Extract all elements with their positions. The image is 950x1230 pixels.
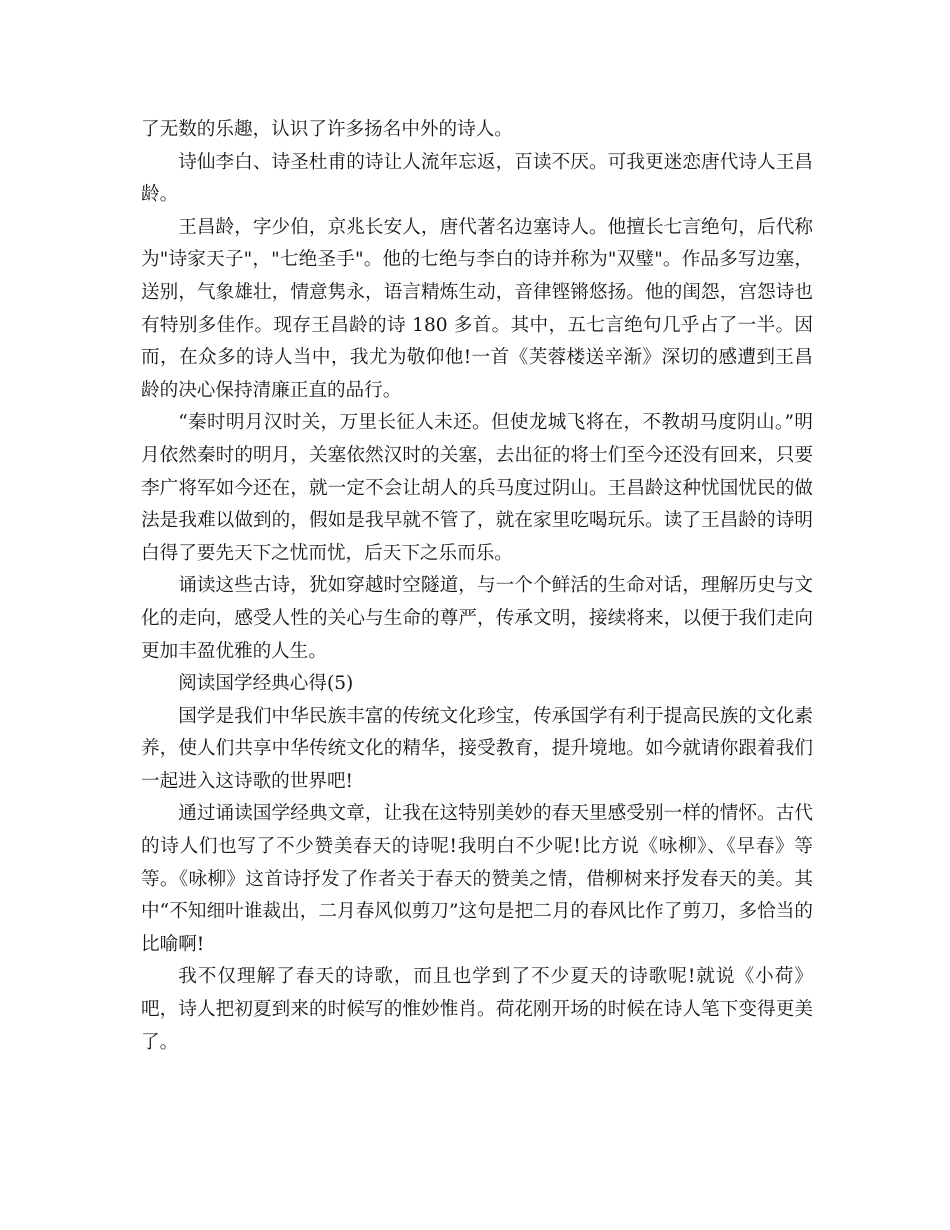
paragraph-continuation: 了无数的乐趣，认识了许多扬名中外的诗人。 <box>141 119 513 140</box>
paragraph-poets-intro: 诗仙李白、诗圣杜甫的诗让人流年忘返，百读不厌。可我更迷恋唐代诗人王昌龄。 <box>141 151 813 206</box>
document-body <box>141 114 813 1059</box>
paragraph-reading-reflection: 诵读这些古诗，犹如穿越时空隧道，与一个个鲜活的生命对话，理解历史与文化的走向，感受人性的关心与生命的尊严，传承文明，接续将来，以便于我们走向更加丰盈优雅的人生。 <box>141 575 813 662</box>
paragraph-summer-poems: 我不仅理解了春天的诗歌，而且也学到了不少夏天的诗歌呢!就说《小荷》吧，诗人把初夏到来的时候写的惟妙惟肖。荷花刚开场的时候在诗人笔下变得更美了。 <box>141 966 813 1053</box>
section-heading: 阅读国学经典心得(5) <box>178 673 354 695</box>
paragraph-wang-changling-bio: 王昌龄，字少伯，京兆长安人，唐代著名边塞诗人。他擅长七言绝句，后代称为"诗家天子"，"七绝圣手"。他的七绝与李白的诗并称为"双璧"。作品多写边塞，送别，气象雄壮，情意隽永，语言精炼生动，音律铿锵悠扬。他的闺怨，宫怨诗也有特别多佳作。现存王昌龄的诗 180 多首。其中，五七言绝句几乎占了一半。因而，在众多的诗人当中，我尤为敬仰他!一首《芙蓉楼送辛渐》深切的感遭到王昌龄的决心保持清廉正直的品行。 <box>141 216 813 401</box>
paragraph-poem-chusai: “秦时明月汉时关，万里长征人未还。但使龙城飞将在，不教胡马度阴山。”明月依然秦时的明月，关塞依然汉时的关塞，去出征的将士们至今还没有回来，只要李广将军如今还在，就一定不会让胡人的兵马度过阴山。王昌龄这种忧国忧民的做法是我难以做到的，假如是我早就不管了，就在家里吃喝玩乐。读了王昌龄的诗明白得了要先天下之忧而忧，后天下之乐而乐。 <box>141 412 813 564</box>
paragraph-guoxue-intro: 国学是我们中华民族丰富的传统文化珍宝，传承国学有利于提高民族的文化素养，使人们共享中华传统文化的精华，接受教育，提升境地。如今就请你跟着我们一起进入这诗歌的世界吧! <box>141 705 813 792</box>
paragraph-spring-poems: 通过诵读国学经典文章，让我在这特别美妙的春天里感受别一样的情怀。古代的诗人们也写了不少赞美春天的诗呢!我明白不少呢!比方说《咏柳》、《早春》等等。《咏柳》这首诗抒发了作者关于春天的赞美之情，借柳树来抒发春天的美。其中“不知细叶谁裁出，二月春风似剪刀”这句是把二月的春风比作了剪刀，多恰当的比喻啊! <box>141 803 813 955</box>
